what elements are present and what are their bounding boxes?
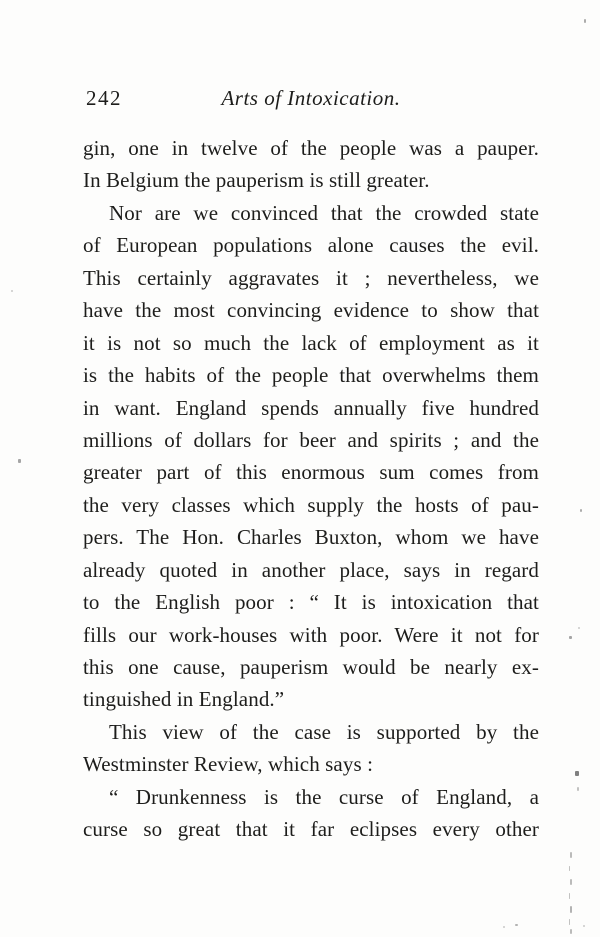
scan-speck	[569, 893, 570, 899]
text-line: In Belgium the pauperism is still greater.	[83, 168, 430, 193]
scan-speck	[569, 636, 572, 639]
text-line: This view of the case is supported by the	[109, 719, 539, 744]
text-line: curse so great that it far eclipses every other	[83, 817, 539, 842]
running-title: Arts of Intoxication.	[221, 86, 401, 110]
text-line: fills our work-houses with poor. Were it not for	[83, 622, 539, 647]
text-line: pers. The Hon. Charles Buxton, whom we have	[83, 525, 539, 550]
text-line: to the English poor : “ It is intoxication that	[83, 590, 539, 615]
text-line: is the habits of the people that overwhelms them	[83, 363, 539, 388]
text-line: have the most convincing evidence to show that	[83, 298, 539, 323]
page-header	[83, 85, 539, 111]
scan-speck	[570, 929, 572, 934]
page-number: 242	[86, 86, 122, 110]
text-line: it is not so much the lack of employment as it	[83, 330, 539, 355]
scan-speck	[570, 879, 572, 885]
text-line: Westminster Review, which says :	[83, 752, 374, 777]
scan-speck	[570, 852, 572, 858]
scan-speck	[503, 926, 505, 928]
text-line: This certainly aggravates it ; nevertheless, we	[83, 265, 539, 290]
text-line: gin, one in twelve of the people was a pauper.	[83, 136, 539, 160]
text-line: of European populations alone causes the evil.	[83, 233, 539, 258]
text-line: the very classes which supply the hosts of pau-	[83, 492, 539, 517]
scan-speck	[18, 459, 21, 463]
scan-speck	[577, 787, 579, 791]
scan-speck	[584, 19, 586, 23]
scan-speck	[580, 509, 582, 512]
text-line: greater part of this enormous sum comes from	[83, 460, 539, 485]
text-line: “ Drunkenness is the curse of England, a	[109, 784, 539, 809]
scan-speck	[578, 627, 580, 629]
text-line: tinguished in England.”	[83, 687, 285, 712]
scan-speck	[515, 924, 518, 926]
text-line: millions of dollars for beer and spirits ; and the	[83, 427, 539, 452]
scan-speck	[11, 290, 13, 292]
scan-speck	[570, 906, 572, 913]
scan-speck	[569, 866, 570, 871]
text-line: this one cause, pauperism would be nearly ex-	[83, 655, 539, 679]
scan-speck	[569, 919, 570, 925]
text-line: Nor are we convinced that the crowded state	[109, 200, 539, 225]
text-line: in want. England spends annually five hundred	[83, 395, 539, 420]
scan-speck	[583, 925, 585, 927]
text-line: already quoted in another place, says in regard	[83, 557, 539, 582]
body-text	[83, 132, 539, 846]
scan-speck	[575, 771, 579, 776]
